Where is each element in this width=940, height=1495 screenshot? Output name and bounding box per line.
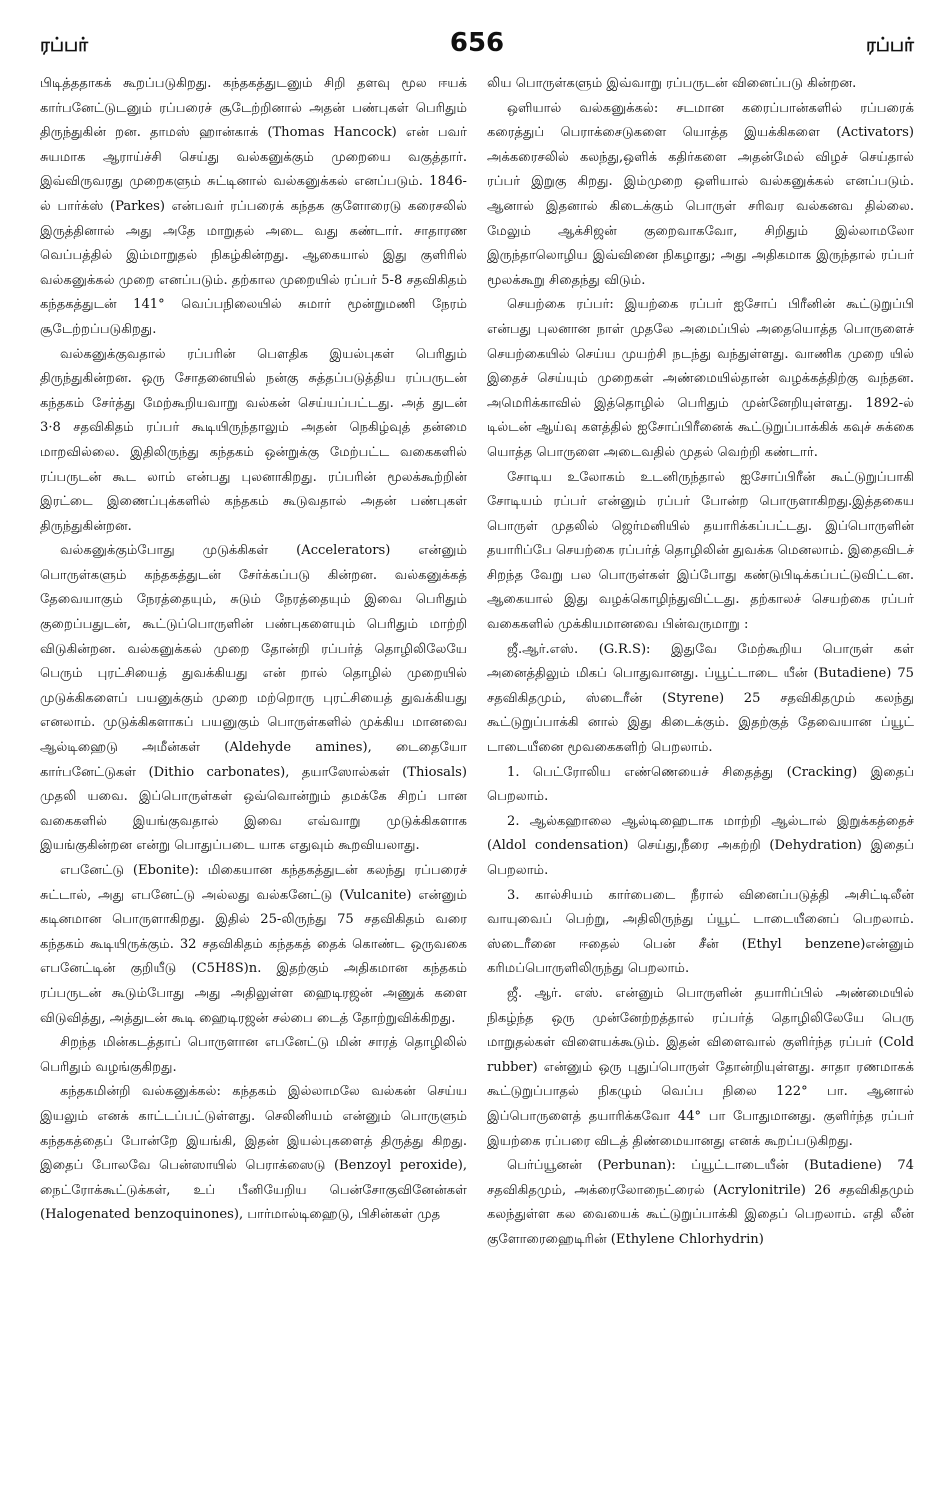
paragraph: வல்கனுக்கும்போது முடுக்கிகள் (Accelerators) என்னும் பொருள்களும் கந்தகத்துடன் சேர்க்கப்படு கின்றன. வல்கனுக்கத் தேவையாகும் நேரத்தையும், சுடும் நேரத்தையும் இவை பெரிதும் குறைப்பதுடன், கூட்டுப்பொருளின் பண்புகளையும் பெரிதும் மாற்றி விடுகின்றன. வல்கனுக்கல் முறை தோன்றி ரப்பர்த் தொழிலிலேயே பெரும் புரட்சியைத் துவக்கியது என் றால் தொழில் முறையில் முடுக்கிகளைப் பயனுக்கும் முறை மற்றொரு புரட்சியைத் துவக்கியது எனலாம். முடுக்கிகளாகப் பயனுகும் பொருள்களில் முக்கிய மானவை ஆல்டிஹைடு அமீன்கள் (Aldehyde amines), டைதையோ கார்பனேட்டுகள் (Dithio carbonates), தயாஸோல்கள் (Thiosals) முதலி யவை. இப்பொருள்கள் ஒவ்வொன்றும் தமக்கே சிறப் பான வகைகளில் இயங்குவதால் இவை எவ்வாறு முடுக்கிகளாக இயங்குகின்றன என்று பொதுப்படை யாக எதுவும் கூறவியலாது. (40, 543, 467, 854)
paragraph: ஜீ. ஆர். எஸ். என்னும் பொருளின் தயாரிப்பில் அண்மையில் நிகழ்ந்த ஒரு முன்னேற்றத்தால் ரப்பர்த் தொழிலிலேயே பெரு மாறுதல்கள் விளையக்கூடும். இதன் விளைவால் குளிர்ந்த ரப்பர் (Cold rubber) என்னும் ஒரு புதுப்பொருள் தோன்றியுள்ளது. சாதா ரணமாகக் கூட்டுறுப்பாதல் நிகழும் வெப்ப நிலை 122° பா. ஆனால் இப்பொருளைத் தயாரிக்கவோ 44° பா போதுமானது. குளிர்ந்த ரப்பர் இயற்கை ரப்பரை விடத் திண்மையானது எனக் கூறப்படுகிறது. (487, 985, 914, 1149)
right-column (487, 72, 914, 1253)
paragraph: 1. பெட்ரோலிய எண்ணெயைச் சிதைத்து (Cracking) இதைப் பெறலாம். (487, 764, 914, 805)
paragraph: பிடித்ததாகக் கூறப்படுகிறது. கந்தகத்துடனும் சிறி தளவு மூல ஈயக் கார்பனேட்டுடனும் ரப்பரைச் சூடேற்றினால் அதன் பண்புகள் பெரிதும் திருந்துகின் றன. தாமஸ் ஹான்காக் (Thomas Hancock) என் பவர் சுயமாக ஆராய்ச்சி செய்து வல்கனுக்கும் முறையை வகுத்தார். இவ்விருவரது முறைகளும் சுட்டினால் வல்கனுக்கல் எனப்படும். 1846-ல் பார்க்ஸ் (Parkes) என்பவர் ரப்பரைக் கந்தக குளோரைடு கரைசலில் இருத்தினால் அது அதே மாறுதல் அடை வது கண்டார். சாதாரண வெப்பத்தில் இம்மாறுதல் நிகழ்கின்றது. ஆகையால் இது குளிரில் வல்கனுக்கல் முறை எனப்படும். தற்கால முறையில் ரப்பர் 5-8 சதவிகிதம் கந்தகத்துடன் 141° வெப்பநிலையில் சுமார் மூன்றுமணி நேரம் சூடேற்றப்படுகிறது. (40, 76, 467, 337)
text-columns (40, 72, 914, 1253)
paragraph: 2. ஆல்கஹாலை ஆல்டிஹைடாக மாற்றி ஆல்டால் இறுக்கத்தைச் (Aldol condensation) செய்து,நீரை அகற்றி (Dehydration) இதைப் பெறலாம். (487, 813, 914, 878)
header-right-title: ரப்பர் (865, 34, 914, 56)
paragraph: ஜீ.ஆர்.எஸ். (G.R.S): இதுவே மேற்கூறிய பொருள் கள் அனைத்திலும் மிகப் பொதுவானது. ப்யூட்டாடை யீன் (Butadiene) 75 சதவிகிதமும், ஸ்டைரீன் (Styrene) 25 சதவிகிதமும் கலந்து கூட்டுறுப்பாக்கி னால் இது கிடைக்கும். இதற்குத் தேவையான ப்யூட் டாடையீனை மூவகைகளிற் பெறலாம். (487, 641, 914, 756)
paragraph: சோடிய உலோகம் உடனிருந்தால் ஐசோப்பிரீன் கூட்டுறுப்பாகி சோடியம் ரப்பர் என்னும் ரப்பர் போன்ற பொருளாகிறது.இத்தகைய பொருள் முதலில் ஜெர்மனியில் தயாரிக்கப்பட்டது. இப்பொருளின் தயாரிப்பே செயற்கை ரப்பர்த் தொழிலின் துவக்க மெனலாம். இதைவிடச் சிறந்த வேறு பல பொருள்கள் இப்போது கண்டுபிடிக்கப்பட்டுவிட்டன. ஆகையால் இது வழக்கொழிந்துவிட்டது. தற்காலச் செயற்கை ரப்பர் வகைகளில் முக்கியமானவை பின்வருமாறு : (487, 469, 914, 633)
paragraph: லிய பொருள்களும் இவ்வாறு ரப்பருடன் வினைப்படு கின்றன. (487, 76, 857, 91)
header-left-title: ரப்பர் (40, 34, 89, 56)
paragraph: வல்கனுக்குவதால் ரப்பரின் பௌதிக இயல்புகள் பெரிதும் திருந்துகின்றன. ஒரு சோதனையில் நன்கு சுத்தப்படுத்திய ரப்பருடன் கந்தகம் சேர்த்து மேற்கூறியவாறு வல்கன் செய்யப்பட்டது. அத் துடன் 3·8 சதவிகிதம் ரப்பர் கூடியிருந்தாலும் அதன் நெகிழ்வுத் தன்மை மாறவில்லை. இதிலிருந்து கந்தகம் ஒன்றுக்கு மேற்பட்ட வகைகளில் ரப்பருடன் கூட லாம் என்பது புலனாகிறது. ரப்பரின் மூலக்கூற்றின் இரட்டை இணைப்புக்களில் கந்தகம் கூடுவதால் அதன் பண்புகள் திருந்துகின்றன. (40, 346, 467, 534)
paragraph: எபனேட்டு (Ebonite): மிகையான கந்தகத்துடன் கலந்து ரப்பரைச் சுட்டால், அது எபனேட்டு அல்லது வல்கனேட்டு (Vulcanite) என்னும் கடினமான பொருளாகிறது. இதில் 25-லிருந்து 75 சதவிகிதம் வரை கந்தகம் கூடியிருக்கும். 32 சதவிகிதம் கந்தகத் தைக் கொண்ட ஒருவகை எபனேட்டின் குறியீடு (C5H8S)n. இதற்கும் அதிகமான கந்தகம் ரப்பருடன் கூடும்போது அது அதிலுள்ள ஹைடிரஜன் அணுக் களை விடுவித்து, அத்துடன் கூடி ஹைடிரஜன் சல்பை டைத் தோற்றுவிக்கிறது. (40, 863, 467, 1026)
page-number: 656 (449, 28, 505, 58)
paragraph: கந்தகமின்றி வல்கனுக்கல்: கந்தகம் இல்லாமலே வல்கன் செய்ய இயலும் எனக் காட்டப்பட்டுள்ளது. செலினியம் என்னும் பொருளும் கந்தகத்தைப் போன்றே இயங்கி, இதன் இயல்புகளைத் திருத்து கிறது. இதைப் போலவே பென்ஸாயில் பெராக்ஸைடு (Benzoyl peroxide), நைட்ரோக்கூட்டுக்கள், உப் பீனியேறிய பென்சோகுவினேன்கள் (Halogenated benzoquinones), பார்மால்டிஹைடு, பிசின்கள் முத (40, 1084, 467, 1223)
paragraph: 3. கால்சியம் கார்பைடை நீரால் வினைப்படுத்தி அசிட்டிலீன் வாயுவைப் பெற்று, அதிலிருந்து ப்யூட் டாடையீனைப் பெறலாம். ஸ்டைரீனை ஈதைல் பென் சீன் (Ethyl benzene)என்னும் கரிமப்பொருளிலிருந்து பெறலாம். (487, 887, 914, 977)
running-header (40, 28, 914, 72)
paragraph: சிறந்த மின்கடத்தாப் பொருளான எபனேட்டு மின் சாரத் தொழிலில் பெரிதும் வழங்குகிறது. (40, 1035, 467, 1075)
left-column (40, 72, 467, 1253)
paragraph: ஒளியால் வல்கனுக்கல்: சடமான கரைப்பான்களில் ரப்பரைக் கரைத்துப் பெராக்சைடுகளை யொத்த இயக்கிகளை (Activators) அக்கரைசலில் கலந்து,ஒளிக் கதிர்களை அதன்மேல் விழச் செய்தால் ரப்பர் இறுகு கிறது. இம்முறை ஒளியால் வல்கனுக்கல் எனப்படும். ஆனால் இதனால் கிடைக்கும் பொருள் சரிவர வல்கனவ தில்லை. மேலும் ஆக்சிஜன் குறைவாகவோ, சிறிதும் இல்லாமலோ இருந்தாலொழிய இவ்வினை நிகழாது; அது அதிகமாக இருந்தால் ரப்பர் மூலக்கூறு சிதைந்து விடும். (487, 100, 914, 288)
paragraph: பெர்ப்யூனன் (Perbunan): ப்யூட்டாடையீன் (Butadiene) 74 சதவிகிதமும், அக்ரைலோநைட்ரைல் (Acrylonitrile) 26 சதவிகிதமும் கலந்துள்ள கல வையைக் கூட்டுறுப்பாக்கி இதைப் பெறலாம். எதி லீன் குளோரைஹைடிரின் (Ethylene Chlorhydrin) (487, 1158, 914, 1247)
paragraph: செயற்கை ரப்பர்: இயற்கை ரப்பர் ஐசோப் பிரீனின் கூட்டுறுப்பி என்பது புலனான நாள் முதலே அமைப்பில் அதையொத்த பொருளைச் செயற்கையில் செய்ய முயற்சி நடந்து வந்துள்ளது. வாணிக முறை யில் இதைச் செய்யும் முறைகள் அண்மையில்தான் வழக்கத்திற்கு வந்தன. அமெரிக்காவில் இத்தொழில் பெரிதும் முன்னேறியுள்ளது. 1892-ல் டில்டன் ஆய்வு களத்தில் ஐசோப்பிரீனைக் கூட்டுறுப்பாக்கிக் கவுச் சுக்கை யொத்த பொருளை அடைவதில் முதல் வெற்றி கண்டார். (487, 297, 914, 460)
